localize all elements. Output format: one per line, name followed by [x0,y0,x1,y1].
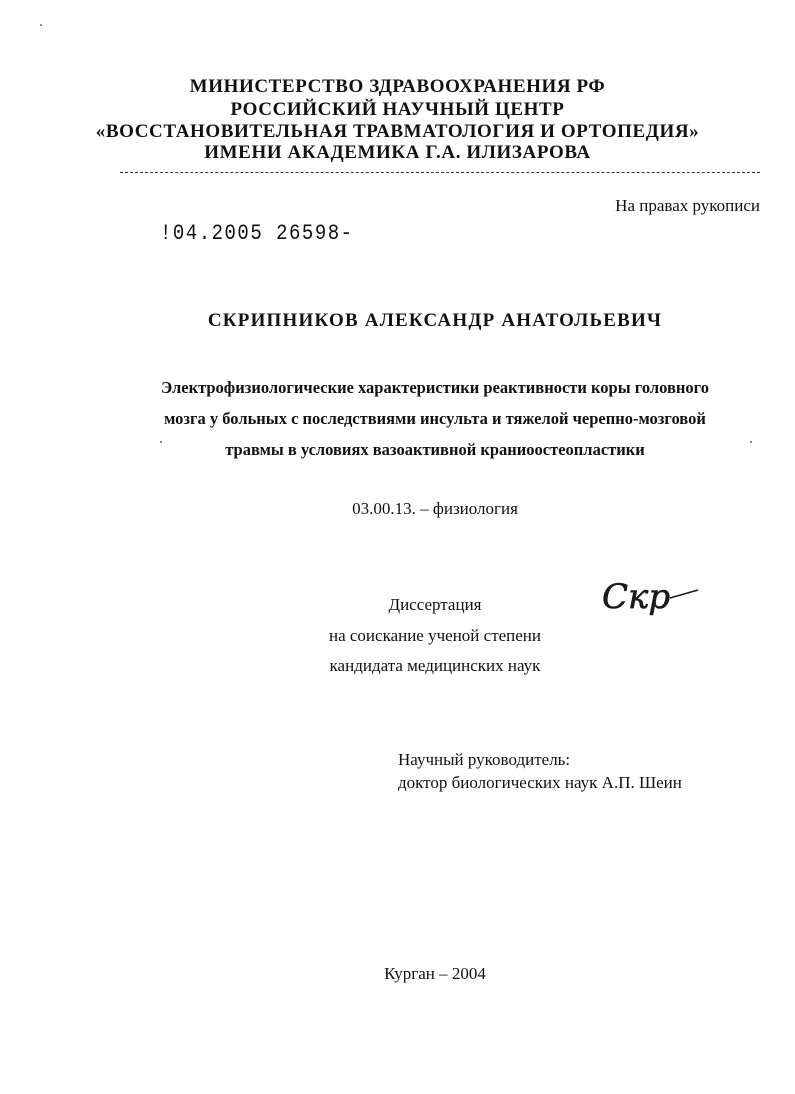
header-divider [120,172,760,173]
signature-scribble: Скр [602,577,671,617]
ministry-title: МИНИСТЕРСТВО ЗДРАВООХРАНЕНИЯ РФ [189,76,606,97]
degree-level: кандидата медицинских наук [329,656,541,675]
place-year: Курган – 2004 [384,964,486,983]
center-specialization: «ВОССТАНОВИТЕЛЬНАЯ ТРАВМАТОЛОГИЯ И ОРТОПЕДИЯ» [95,121,700,142]
center-title: РОССИЙСКИЙ НАУЧНЫЙ ЦЕНТР [230,99,565,120]
thesis-title-line: травмы в условиях вазоактивной краниоостеопластики [225,440,645,459]
signature-stroke [670,590,698,598]
handwritten-signature [598,568,708,628]
manuscript-note: На правах рукописи [615,196,760,215]
supervisor-name: доктор биологических наук А.П. Шеин [398,773,682,792]
specialty-code: 03.00.13. – физиология [352,499,518,518]
scan-speck [160,441,162,443]
scan-speck [750,441,752,443]
thesis-title-line: мозга у больных с последствиями инсульта и тяжелой черепно-мозговой [164,409,706,428]
thesis-title [100,372,770,465]
document-type: Диссертация [388,595,482,614]
archive-stamp: !04.2005 26598- [160,220,354,246]
author-name: СКРИПНИКОВ АЛЕКСАНДР АНАТОЛЬЕВИЧ [207,310,663,331]
center-named-after: ИМЕНИ АКАДЕМИКА Г.А. ИЛИЗАРОВА [204,142,591,163]
degree-purpose: на соискание ученой степени [328,626,542,645]
scan-speck [40,24,42,26]
supervisor-label: Научный руководитель: [398,750,571,769]
thesis-title-line: Электрофизиологические характеристики реактивности коры головного [161,378,709,397]
